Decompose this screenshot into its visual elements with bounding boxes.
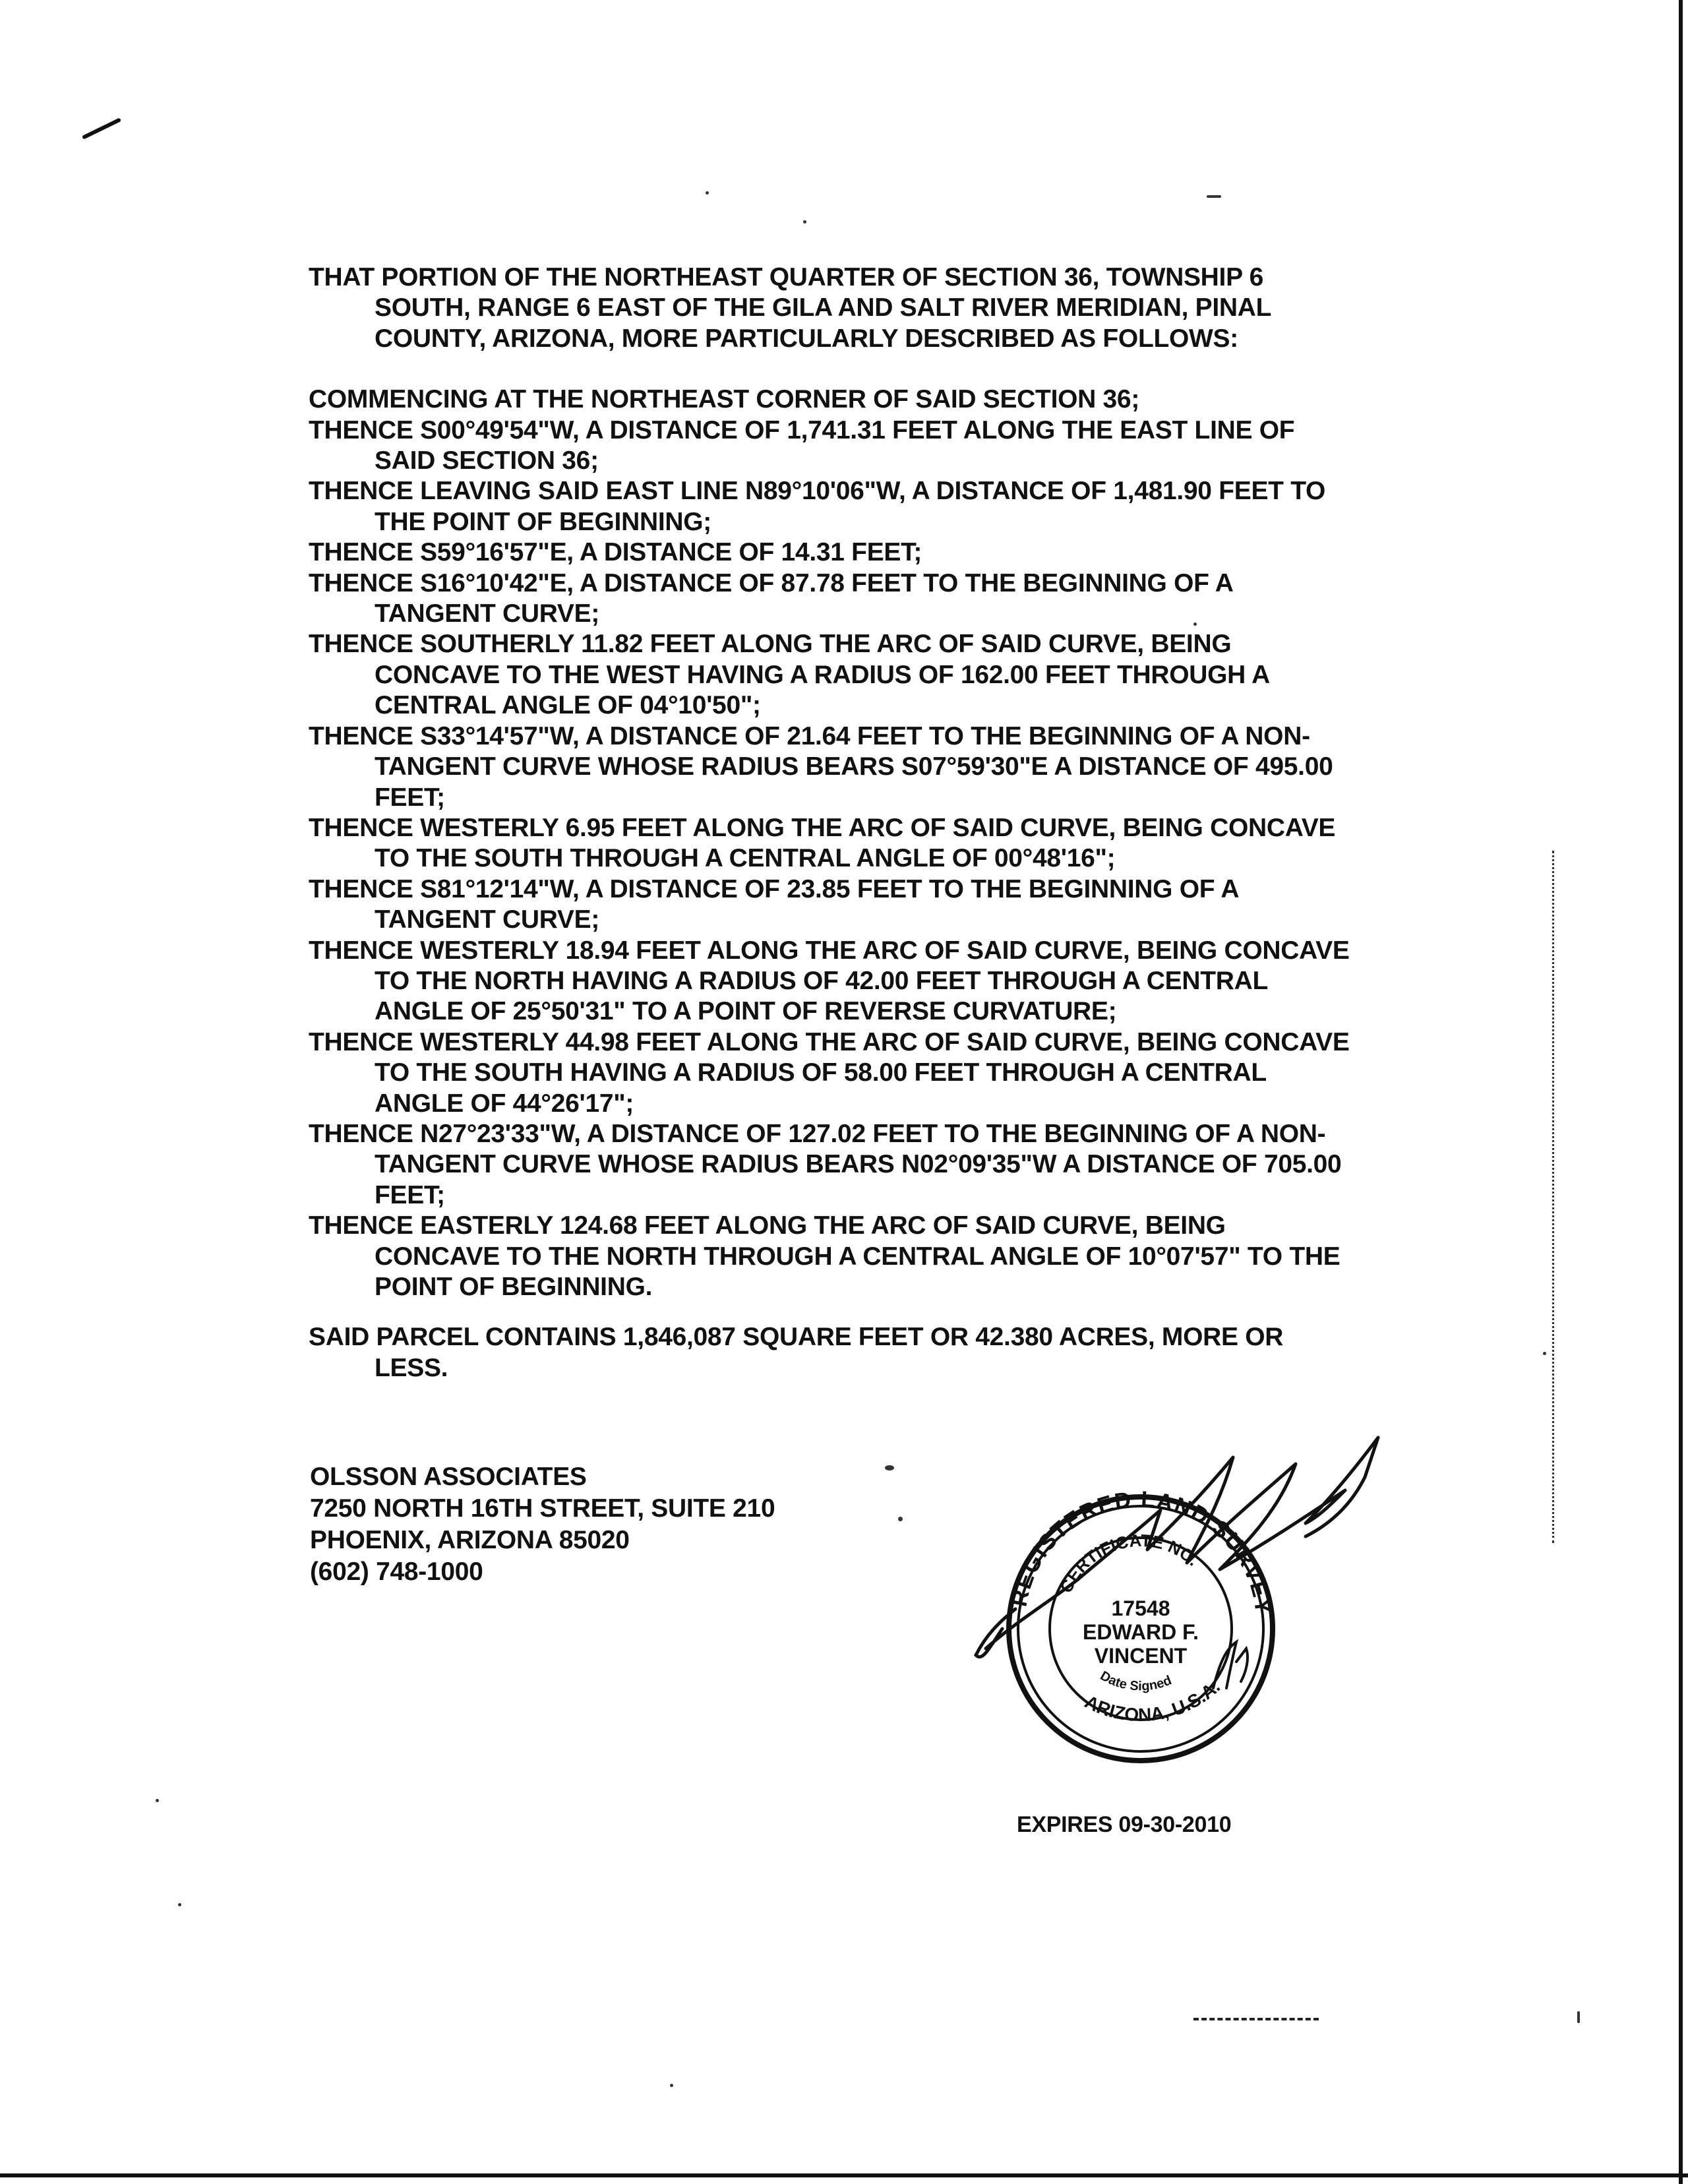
seal-outer-bottom-text: ARIZONA, U.S.A. [1081, 1676, 1224, 1726]
company-name: OLSSON ASSOCIATES [310, 1463, 587, 1491]
scan-border-bottom [0, 2173, 1688, 2177]
city-state-zip: PHOENIX, ARIZONA 85020 [310, 1526, 630, 1554]
seal-certificate-number: 17548 [1111, 1596, 1170, 1620]
seal-outer-top-text: REGISTERED LAND SURVEY [1006, 1486, 1276, 1617]
street-address: 7250 NORTH 16TH STREET, SUITE 210 [310, 1494, 775, 1523]
course-line: THENCE LEAVING SAID EAST LINE N89°10'06"W, A DISTANCE OF 1,481.90 FEET TO THE POINT OF BEGINNING; [309, 477, 1326, 536]
area-statement: SAID PARCEL CONTAINS 1,846,087 SQUARE FEET OR 42.380 ACRES, MORE OR LESS. [309, 1323, 1284, 1382]
scan-speck [885, 1465, 894, 1471]
course-line: THENCE S81°12'14"W, A DISTANCE OF 23.85 FEET TO THE BEGINNING OF A TANGENT CURVE; [309, 874, 1238, 934]
seal-name-last: VINCENT [1094, 1644, 1188, 1668]
course-line: THENCE WESTERLY 6.95 FEET ALONG THE ARC OF SAID CURVE, BEING CONCAVE TO THE SOUTH THROUGH A CENTRAL ANGLE OF 00°48'16"; [309, 813, 1336, 873]
course-line: THENCE WESTERLY 18.94 FEET ALONG THE ARC OF SAID CURVE, BEING CONCAVE TO THE NORTH HAVING A RADIUS OF 42.00 FEET THROUGH A CENTRAL ANGLE OF 25°50'31" TO A POINT OF REVERSE CURVATURE; [309, 936, 1350, 1026]
course-line: THENCE S16°10'42"E, A DISTANCE OF 87.78 FEET TO THE BEGINNING OF A TANGENT CURVE; [309, 568, 1233, 628]
seal-inner-top-text: CERTIFICATE NO. [1056, 1530, 1203, 1596]
scan-speck [1543, 1352, 1546, 1355]
company-address-block [310, 1461, 775, 1588]
scan-speck [1577, 2011, 1580, 2023]
surveyor-seal [936, 1411, 1437, 1820]
seal-inner-bottom-text: Date Signed [1097, 1668, 1174, 1694]
scan-speck [898, 1517, 903, 1521]
course-line: THENCE EASTERLY 124.68 FEET ALONG THE ARC OF SAID CURVE, BEING CONCAVE TO THE NORTH THROUGH A CENTRAL ANGLE OF 10°07'57" TO THE POINT OF BEGINNING. [309, 1211, 1341, 1301]
course-line: THENCE WESTERLY 44.98 FEET ALONG THE ARC OF SAID CURVE, BEING CONCAVE TO THE SOUTH HAVING A RADIUS OF 58.00 FEET THROUGH A CENTRAL ANGLE OF 44°26'17"; [309, 1027, 1350, 1118]
scan-speck [1207, 195, 1221, 198]
course-line: THENCE S59°16'57"E, A DISTANCE OF 14.31 FEET; [309, 538, 922, 567]
course-line: COMMENCING AT THE NORTHEAST CORNER OF SAID SECTION 36; [309, 385, 1140, 414]
course-line: THENCE S33°14'57"W, A DISTANCE OF 21.64 FEET TO THE BEGINNING OF A NON-TANGENT CURVE WHOSE RADIUS BEARS S07°59'30"E A DISTANCE OF 495.00 FEET; [309, 721, 1333, 812]
phone-number: (602) 748-1000 [310, 1558, 483, 1586]
scan-border-right [1679, 0, 1683, 2184]
scan-speck [178, 1903, 181, 1906]
pen-mark [82, 117, 121, 139]
course-line: THENCE S00°49'54"W, A DISTANCE OF 1,741.31 FEET ALONG THE EAST LINE OF SAID SECTION 36; [309, 415, 1295, 475]
scan-speck [156, 1799, 159, 1802]
course-line: THENCE SOUTHERLY 11.82 FEET ALONG THE ARC OF SAID CURVE, BEING CONCAVE TO THE WEST HAVING A RADIUS OF 162.00 FEET THROUGH A CENTRAL ANGLE OF 04°10'50"; [309, 630, 1269, 720]
surveyor-seal-area [936, 1411, 1437, 1820]
scan-speck [803, 220, 806, 224]
seal-date-initials [1213, 1642, 1248, 1688]
license-expiration: EXPIRES 09-30-2010 [1017, 1812, 1232, 1837]
intro-paragraph: THAT PORTION OF THE NORTHEAST QUARTER OF SECTION 36, TOWNSHIP 6 SOUTH, RANGE 6 EAST OF THE GILA AND SALT RIVER MERIDIAN, PINAL COUNTY, ARIZONA, MORE PARTICULARLY DESCRIBED AS FOLLOWS: [309, 263, 1271, 353]
scan-edge-line [1193, 2018, 1319, 2020]
scan-speck [670, 2084, 673, 2087]
scan-speck [706, 191, 709, 195]
course-line: THENCE N27°23'33"W, A DISTANCE OF 127.02 FEET TO THE BEGINNING OF A NON-TANGENT CURVE WHOSE RADIUS BEARS N02°09'35"W A DISTANCE OF 705.00 FEET; [309, 1119, 1342, 1209]
seal-name-first: EDWARD F. [1083, 1620, 1199, 1644]
scan-edge-line [1552, 851, 1557, 1543]
legal-description [309, 262, 1350, 1383]
